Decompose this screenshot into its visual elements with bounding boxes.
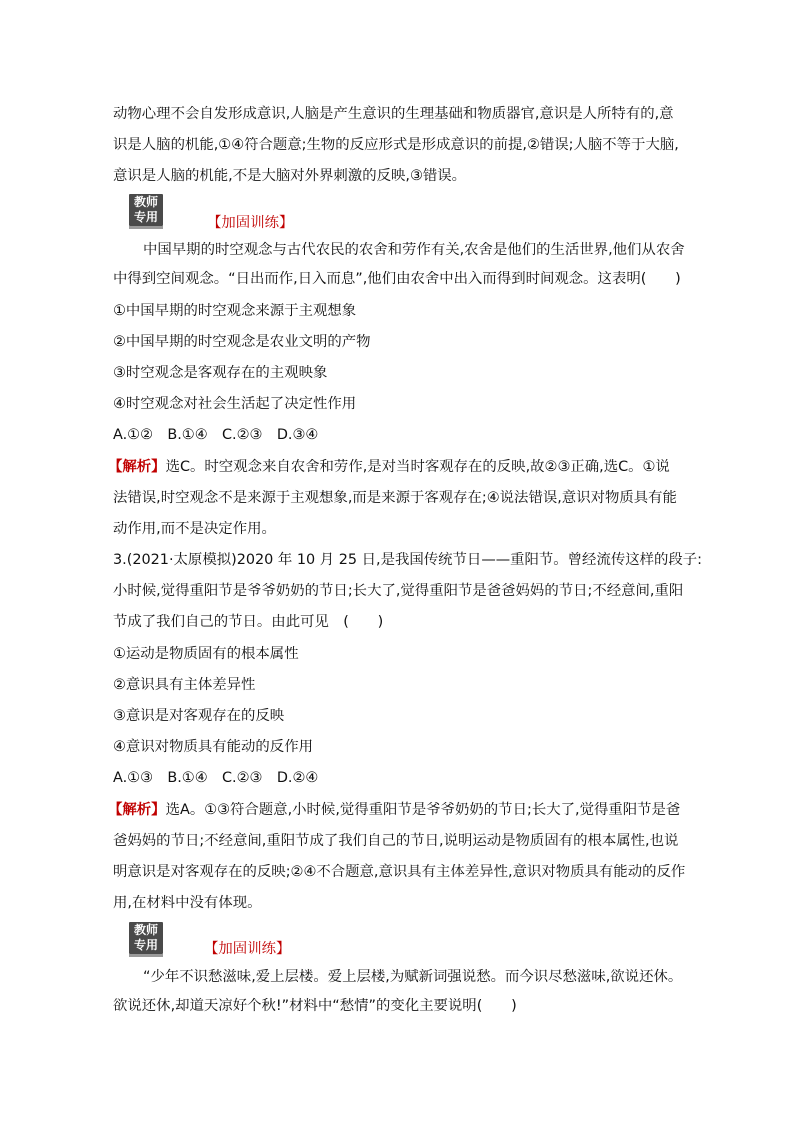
question-stem: 中国早期的时空观念与古代农民的农舍和劳作有关,农舍是他们的生活世界,他们从农舍 <box>143 242 685 258</box>
analysis-label: 【解析】 <box>108 459 166 475</box>
option-2: ②中国早期的时空观念是农业文明的产物 <box>113 334 371 350</box>
analysis-text: 选C。时空观念来自农舍和劳作,是对当时客观存在的反映,故②③正确,选C。①说 <box>165 459 670 475</box>
section-title: 加固训练 <box>218 941 276 957</box>
question-stem: 3.(2021·太原模拟)2020 年 10 月 25 日,是我国传统节日——重阳节。曾经流传这样的段子: <box>113 552 703 568</box>
question-stem: “少年不识愁滋味,爱上层楼。爱上层楼,为赋新词强说愁。而今识尽愁滋味,欲说还休。 <box>143 969 683 985</box>
bracket-right: 】 <box>278 215 294 231</box>
analysis-line: 动作用,而不是决定作用。 <box>113 521 276 537</box>
answer-choices: A.①③ B.①④ C.②③ D.②④ <box>113 770 319 786</box>
option-4: ④意识对物质具有能动的反作用 <box>113 739 313 755</box>
option-1: ①中国早期的时空观念来源于主观想象 <box>113 303 357 319</box>
section-heading-reinforcement <box>204 939 290 959</box>
option-3: ③意识是对客观存在的反映 <box>113 708 285 724</box>
section-heading-reinforcement <box>207 213 293 233</box>
bracket-left: 【 <box>207 215 222 231</box>
analysis-line: 用,在材料中没有体现。 <box>113 895 262 911</box>
badge-text: 教师 <box>133 923 158 937</box>
bracket-right: 】 <box>275 941 291 957</box>
badge-text: 专用 <box>133 210 158 224</box>
analysis-line <box>108 457 670 477</box>
analysis-line <box>108 800 680 820</box>
bracket-left: 【 <box>204 941 219 957</box>
option-1: ①运动是物质固有的根本属性 <box>113 646 299 662</box>
question-stem: 小时候,觉得重阳节是爷爷奶奶的节日;长大了,觉得重阳节是爸爸妈妈的节日;不经意间,重阳 <box>113 583 684 599</box>
badge-text: 教师 <box>133 195 158 209</box>
analysis-line: 爸妈妈的节日;不经意间,重阳节成了我们自己的节日,说明运动是物质固有的根本属性,也说 <box>113 833 679 849</box>
question-stem: 欲说还休,却道天凉好个秋!”材料中“愁情”的变化主要说明( ) <box>113 998 517 1014</box>
option-4: ④时空观念对社会生活起了决定性作用 <box>113 396 357 412</box>
question-stem: 中得到空间观念。“日出而作,日入而息”,他们由农舍中出入而得到时间观念。这表明( ) <box>113 271 681 287</box>
section-title: 加固训练 <box>221 215 279 231</box>
option-2: ②意识具有主体差异性 <box>113 677 256 693</box>
answer-choices: A.①② B.①④ C.②③ D.③④ <box>113 427 319 443</box>
text-line: 识是人脑的机能,①④符合题意;生物的反应形式是形成意识的前提,②错误;人脑不等于大脑, <box>113 137 679 153</box>
option-3: ③时空观念是客观存在的主观映象 <box>113 365 328 381</box>
analysis-text: 选A。①③符合题意,小时候,觉得重阳节是爷爷奶奶的节日;长大了,觉得重阳节是爸 <box>165 802 681 818</box>
teacher-only-badge <box>129 922 163 954</box>
question-stem: 节成了我们自己的节日。由此可见 ( ) <box>113 614 384 630</box>
text-line: 意识是人脑的机能,不是大脑对外界刺激的反映,③错误。 <box>113 168 467 184</box>
badge-text: 专用 <box>133 938 158 952</box>
analysis-line: 法错误,时空观念不是来源于主观想象,而是来源于客观存在;④说法错误,意识对物质具有能 <box>113 490 677 506</box>
teacher-only-badge <box>129 194 163 226</box>
analysis-line: 明意识是对客观存在的反映;②④不合题意,意识具有主体差异性,意识对物质具有能动的反作 <box>113 864 686 880</box>
analysis-label: 【解析】 <box>108 802 166 818</box>
text-line: 动物心理不会自发形成意识,人脑是产生意识的生理基础和物质器官,意识是人所特有的,意 <box>113 106 674 122</box>
